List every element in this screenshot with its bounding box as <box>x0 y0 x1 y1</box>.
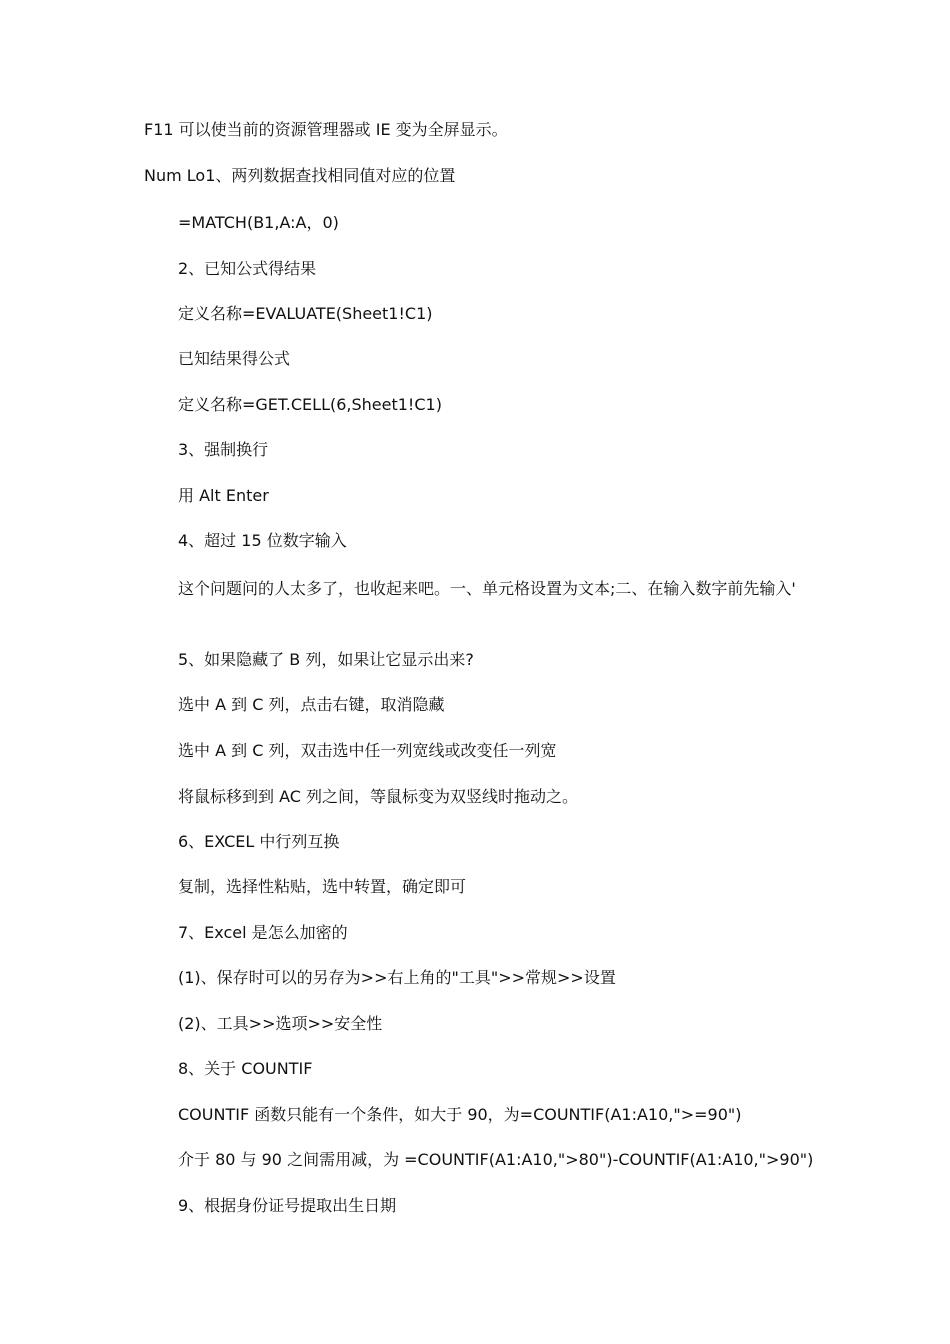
paragraph-countif-single: COUNTIF 函数只能有一个条件，如大于 90，为=COUNTIF(A1:A10,">=90") <box>178 1105 742 1124</box>
paragraph-encrypt-step-1: (1)、保存时可以的另存为>>右上角的"工具">>常规>>设置 <box>178 968 616 987</box>
paragraph-unhide-step-3: 将鼠标移到到 AC 列之间，等鼠标变为双竖线时拖动之。 <box>178 787 579 806</box>
paragraph-countif-range: 介于 80 与 90 之间需用减，为 =COUNTIF(A1:A10,">80")-COUNTIF(A1:A10,">90") <box>178 1150 814 1169</box>
paragraph-heading-8: 8、关于 COUNTIF <box>178 1059 313 1078</box>
paragraph-evaluate-formula: 定义名称=EVALUATE(Sheet1!C1) <box>178 304 433 323</box>
paragraph-unhide-step-2: 选中 A 到 C 列，双击选中任一列宽线或改变任一列宽 <box>178 741 557 760</box>
paragraph-heading-7: 7、Excel 是怎么加密的 <box>178 923 348 942</box>
paragraph-heading-6: 6、EXCEL 中行列互换 <box>178 832 340 851</box>
paragraph-heading-4: 4、超过 15 位数字输入 <box>178 531 347 550</box>
paragraph-encrypt-step-2: (2)、工具>>选项>>安全性 <box>178 1014 383 1033</box>
paragraph-heading-3: 3、强制换行 <box>178 440 269 459</box>
paragraph-result-to-formula: 已知结果得公式 <box>178 349 291 368</box>
paragraph-heading-2: 2、已知公式得结果 <box>178 259 317 278</box>
paragraph-numlo1-heading: Num Lo1、两列数据查找相同值对应的位置 <box>144 166 456 185</box>
paragraph-f11-fullscreen: F11 可以使当前的资源管理器或 IE 变为全屏显示。 <box>144 120 508 139</box>
paragraph-heading-9: 9、根据身份证号提取出生日期 <box>178 1196 397 1215</box>
paragraph-heading-5: 5、如果隐藏了 B 列，如果让它显示出来? <box>178 650 474 669</box>
paragraph-getcell-formula: 定义名称=GET.CELL(6,Sheet1!C1) <box>178 395 442 414</box>
paragraph-alt-enter: 用 Alt Enter <box>178 486 269 505</box>
paragraph-long-number-tip: 这个问题问的人太多了，也收起来吧。一、单元格设置为文本;二、在输入数字前先输入' <box>178 579 796 598</box>
paragraph-match-formula: =MATCH(B1,A:A，0) <box>178 213 339 232</box>
paragraph-unhide-step-1: 选中 A 到 C 列，点击右键，取消隐藏 <box>178 695 445 714</box>
paragraph-transpose-steps: 复制，选择性粘贴，选中转置，确定即可 <box>178 877 467 896</box>
